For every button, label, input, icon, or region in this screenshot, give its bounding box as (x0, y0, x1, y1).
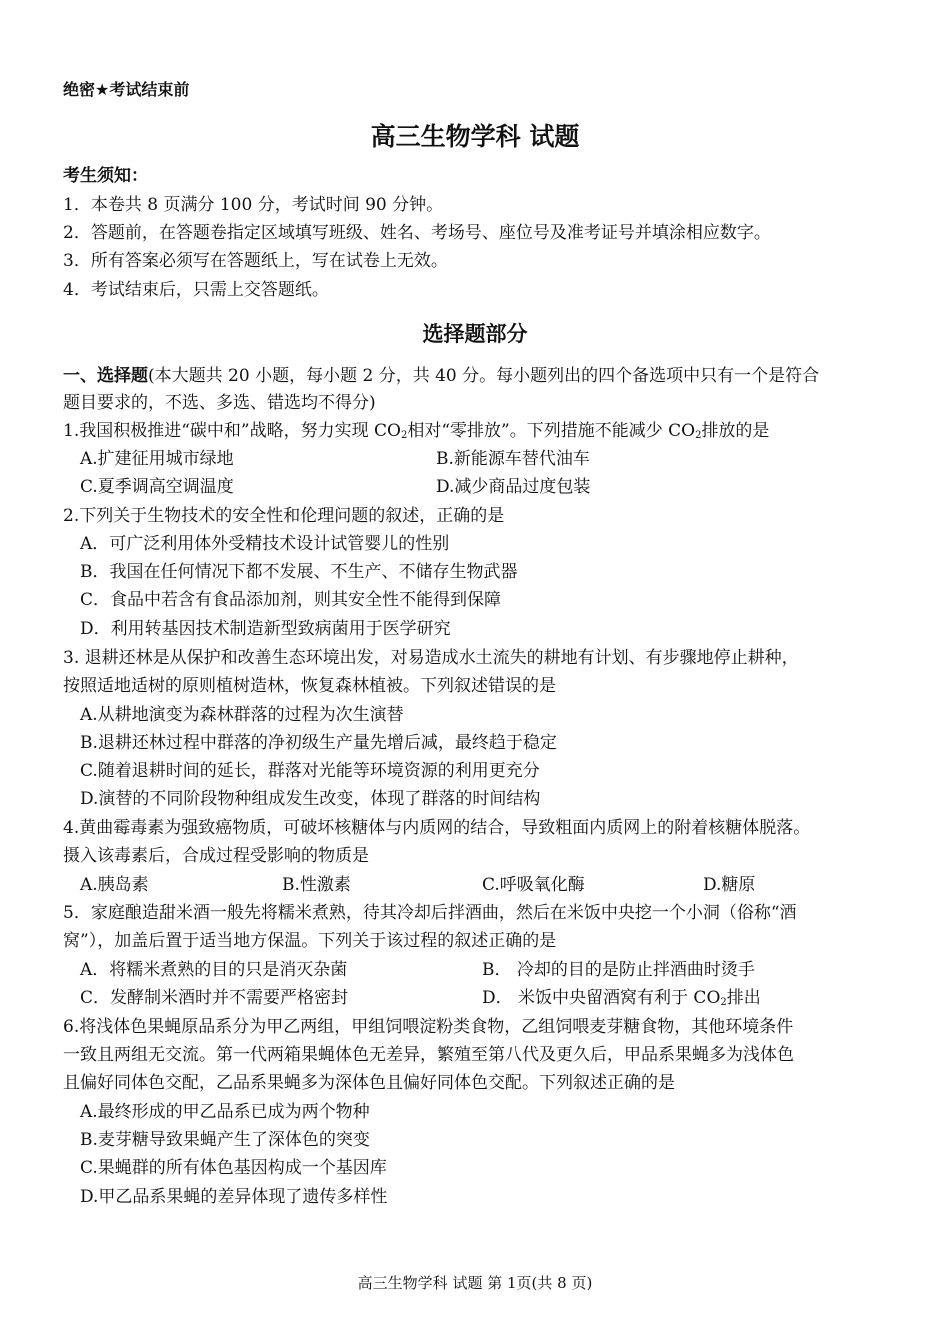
part-description: 题目要求的，不选、多选、错选均不得分) (63, 393, 376, 413)
confidential-label: 绝密★考试结束前 (63, 80, 190, 99)
option-d: D.糖原 (703, 875, 756, 895)
question-stem: 按照适地适树的原则植树造林，恢复森林植被。下列叙述错误的是 (63, 676, 556, 696)
option-d: D.演替的不同阶段物种组成发生改变，体现了群落的时间结构 (80, 789, 541, 809)
notice-item: 4．考试结束后，只需上交答题纸。 (63, 280, 329, 300)
subscript: 2 (400, 430, 408, 441)
option-c: C.随着退耕时间的延长，群落对光能等环境资源的利用更充分 (80, 761, 540, 781)
question-stem: 2.下列关于生物技术的安全性和伦理问题的叙述，正确的是 (63, 506, 505, 526)
part-instructions (63, 366, 819, 386)
part-description: (本大题共 20 小题，每小题 2 分，共 40 分。每小题列出的四个备选项中只有一个是符合 (148, 366, 820, 386)
option-b: B.麦芽糖导致果蝇产生了深体色的突变 (80, 1130, 370, 1150)
question-stem: 摄入该毒素后，合成过程受影响的物质是 (63, 846, 369, 866)
stem-text: 1.我国积极推进“碳中和”战略，努力实现 CO (63, 421, 401, 441)
option-a: A.扩建征用城市绿地 (80, 449, 234, 469)
option-b: B．我国在任何情况下都不发展、不生产、不储存生物武器 (80, 562, 518, 582)
option-b: B.新能源车替代油车 (436, 449, 590, 469)
option-text: 排出 (726, 988, 761, 1008)
question-stem: 且偏好同体色交配，乙品系果蝇多为深体色且偏好同体色交配。下列叙述正确的是 (63, 1073, 675, 1093)
question-stem: 5．家庭酿造甜米酒一般先将糯米煮熟，待其冷却后拌酒曲，然后在米饭中央挖一个小洞（俗称“酒 (63, 903, 797, 923)
option-a: A．将糯米煮熟的目的只是消灭杂菌 (80, 960, 348, 980)
option-d: D.减少商品过度包装 (436, 477, 591, 497)
subscript: 2 (720, 997, 727, 1008)
option-b: B.性激素 (282, 875, 351, 895)
option-a: A.最终形成的甲乙品系已成为两个物种 (80, 1102, 370, 1122)
option-c: C.果蝇群的所有体色基因构成一个基因库 (80, 1158, 387, 1178)
notice-item: 3．所有答案必须写在答题纸上，写在试卷上无效。 (63, 251, 448, 271)
option-c: C.夏季调高空调温度 (80, 477, 234, 497)
notice-heading: 考生须知： (63, 166, 148, 186)
notice-item: 2．答题前，在答题卷指定区域填写班级、姓名、考场号、座位号及准考证号并填涂相应数字。 (63, 223, 771, 243)
option-a: A.从耕地演变为森林群落的过程为次生演替 (80, 705, 404, 725)
section-title: 选择题部分 (422, 322, 528, 346)
option-text: D． 米饭中央留酒窝有利于 CO (482, 988, 721, 1008)
part-label: 一、选择题 (63, 366, 148, 386)
option-b: B.退耕还林过程中群落的净初级生产量先增后减，最终趋于稳定 (80, 733, 557, 753)
option-a: A.胰岛素 (80, 875, 149, 895)
question-stem: 窝”），加盖后置于适当地方保温。下列关于该过程的叙述正确的是 (63, 931, 557, 951)
subscript: 2 (695, 430, 702, 441)
stem-text: 排放的是 (701, 421, 770, 441)
stem-text: 相对“零排放”。下列措施不能减少 CO (407, 421, 696, 441)
page-title: 高三生物学科 试题 (370, 122, 580, 151)
option-c: C．食品中若含有食品添加剂，则其安全性不能得到保障 (80, 590, 502, 610)
option-a: A．可广泛利用体外受精技术设计试管婴儿的性别 (80, 534, 450, 554)
question-stem: 4.黄曲霉毒素为强致癌物质，可破坏核糖体与内质网的结合，导致粗面内质网上的附着核糖体脱落。 (63, 818, 811, 838)
option-c: C.呼吸氧化酶 (482, 875, 585, 895)
option-c: C．发酵制米酒时并不需要严格密封 (80, 988, 349, 1008)
option-d: D.甲乙品系果蝇的差异体现了遗传多样性 (80, 1187, 388, 1207)
option-d: D．利用转基因技术制造新型致病菌用于医学研究 (80, 619, 451, 639)
option-b: B． 冷却的目的是防止拌酒曲时烫手 (482, 960, 755, 980)
question-stem (63, 421, 769, 441)
question-stem: 6.将浅体色果蝇原品系分为甲乙两组，甲组饲喂淀粉类食物，乙组饲喂麦芽糖食物，其他环境条件 (63, 1017, 794, 1037)
question-stem: 3. 退耕还林是从保护和改善生态环境出发，对易造成水土流失的耕地有计划、有步骤地停止耕种， (63, 648, 799, 668)
option-d (482, 988, 761, 1008)
notice-item: 1．本卷共 8 页满分 100 分，考试时间 90 分钟。 (63, 195, 444, 215)
question-stem: 一致且两组无交流。第一代两箱果蝇体色无差异，繁殖至第八代及更久后，甲品系果蝇多为浅体色 (63, 1045, 794, 1065)
page-footer: 高三生物学科 试题 第 1页(共 8 页) (357, 1274, 593, 1292)
